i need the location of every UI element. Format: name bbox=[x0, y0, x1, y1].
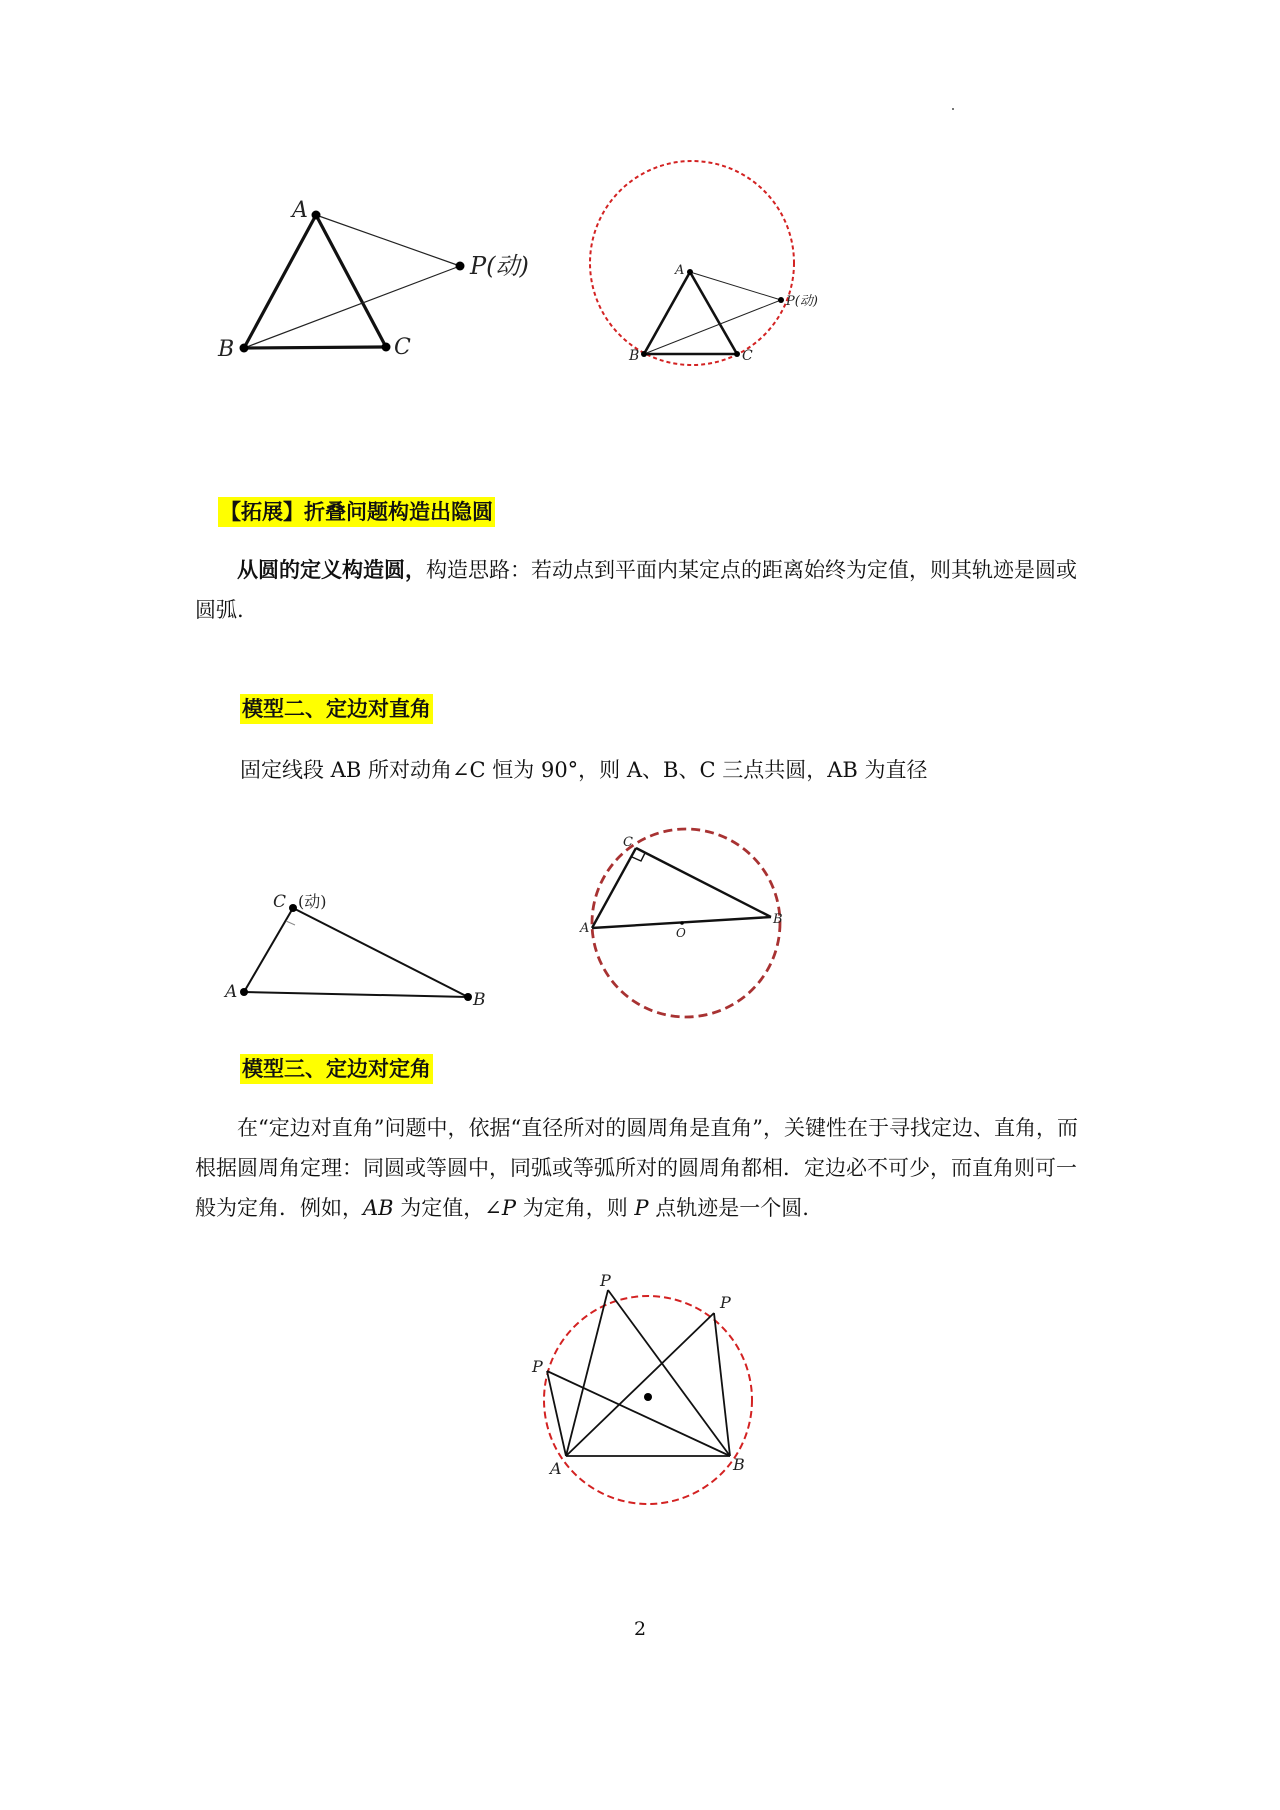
circumcircle bbox=[590, 161, 794, 365]
model3-text-2: 为定值， bbox=[393, 1196, 485, 1220]
label-b: B bbox=[218, 337, 235, 362]
model3-angle-p: ∠P bbox=[484, 1196, 517, 1220]
label-b: B bbox=[473, 990, 486, 1010]
figure2-right bbox=[570, 820, 800, 1020]
point-a bbox=[312, 211, 321, 220]
center bbox=[644, 1393, 652, 1401]
point-a bbox=[687, 269, 693, 275]
segment-bp bbox=[244, 266, 460, 348]
model2-heading: 模型二、定边对直角 bbox=[240, 694, 433, 724]
label-dyn: (动) bbox=[298, 892, 327, 911]
label-p: P(动) bbox=[786, 294, 818, 309]
extension-lead: 从圆的定义构造圆， bbox=[237, 557, 426, 582]
center-o bbox=[680, 921, 684, 925]
model3-var-ab: AB bbox=[363, 1196, 394, 1220]
extension-text: 构造思路：若动点到平面内某定点的距离始终为定值，则其轨迹是圆或圆弧. bbox=[195, 558, 1077, 622]
extension-paragraph bbox=[195, 550, 1090, 630]
model2-text: 固定线段 AB 所对动角∠C 恒为 90°，则 A、B、C 三点共圆，AB 为直径 bbox=[240, 758, 928, 782]
figure3 bbox=[520, 1270, 780, 1510]
segment-ac bbox=[244, 908, 293, 992]
segment-ab bbox=[244, 992, 468, 997]
label-a: A bbox=[225, 982, 238, 1002]
extension-heading: 【拓展】折叠问题构造出隐圆 bbox=[218, 497, 495, 527]
segment-ab bbox=[644, 272, 690, 354]
point-p bbox=[456, 262, 465, 271]
segment-b-p2 bbox=[714, 1313, 730, 1456]
point-c bbox=[289, 904, 297, 912]
right-angle-mark bbox=[286, 921, 295, 925]
point-c bbox=[734, 351, 740, 357]
point-b bbox=[240, 344, 249, 353]
figure1-left bbox=[200, 190, 560, 370]
label-b: B bbox=[773, 912, 783, 927]
label-p3: P bbox=[532, 1357, 543, 1376]
label-c: C bbox=[623, 835, 633, 850]
label-a: A bbox=[292, 198, 308, 223]
label-p1: P bbox=[600, 1271, 611, 1290]
label-c: C bbox=[742, 348, 753, 364]
model3-text-4: 点轨迹是一个圆. bbox=[648, 1196, 809, 1220]
label-b: B bbox=[629, 348, 640, 364]
model3-paragraph bbox=[195, 1108, 1090, 1228]
label-c: C bbox=[394, 335, 411, 360]
point-c bbox=[382, 343, 391, 352]
label-a: A bbox=[550, 1459, 562, 1478]
segment-bc bbox=[244, 347, 386, 348]
segment-ab bbox=[244, 215, 316, 348]
segment-bp bbox=[644, 300, 781, 354]
point-b bbox=[464, 993, 472, 1001]
label-p: P(动) bbox=[470, 252, 529, 280]
point-b bbox=[641, 351, 647, 357]
page-number: 2 bbox=[633, 1618, 647, 1640]
segment-cb bbox=[636, 848, 771, 917]
figure1-right bbox=[580, 150, 840, 380]
segment-a-p3 bbox=[547, 1371, 566, 1456]
figure2-left bbox=[215, 885, 505, 1010]
label-c: C bbox=[273, 892, 287, 912]
label-a: A bbox=[580, 921, 590, 936]
label-p2: P bbox=[720, 1293, 731, 1312]
model3-text-3: 为定角，则 bbox=[516, 1196, 635, 1220]
model3-text-1: 在“定边对直角”问题中，依据“直径所对的圆周角是直角”，关键性在于寻找定边、直角，而根据圆周角定理：同圆或等圆中，同弧或等弧所对的圆周角都相．定边必不可少，而直角则可一般为定角．例如， bbox=[195, 1116, 1078, 1220]
point-a bbox=[240, 988, 248, 996]
point-p bbox=[778, 297, 784, 303]
segment-cb bbox=[293, 908, 468, 997]
label-b: B bbox=[733, 1455, 745, 1474]
segment-ac bbox=[316, 215, 386, 347]
label-a: A bbox=[675, 263, 685, 278]
model3-var-p: P bbox=[634, 1196, 649, 1220]
stray-mark bbox=[952, 108, 954, 110]
segment-b-p3 bbox=[547, 1371, 730, 1456]
model3-heading: 模型三、定边对定角 bbox=[240, 1054, 433, 1084]
label-o: O bbox=[676, 926, 686, 940]
